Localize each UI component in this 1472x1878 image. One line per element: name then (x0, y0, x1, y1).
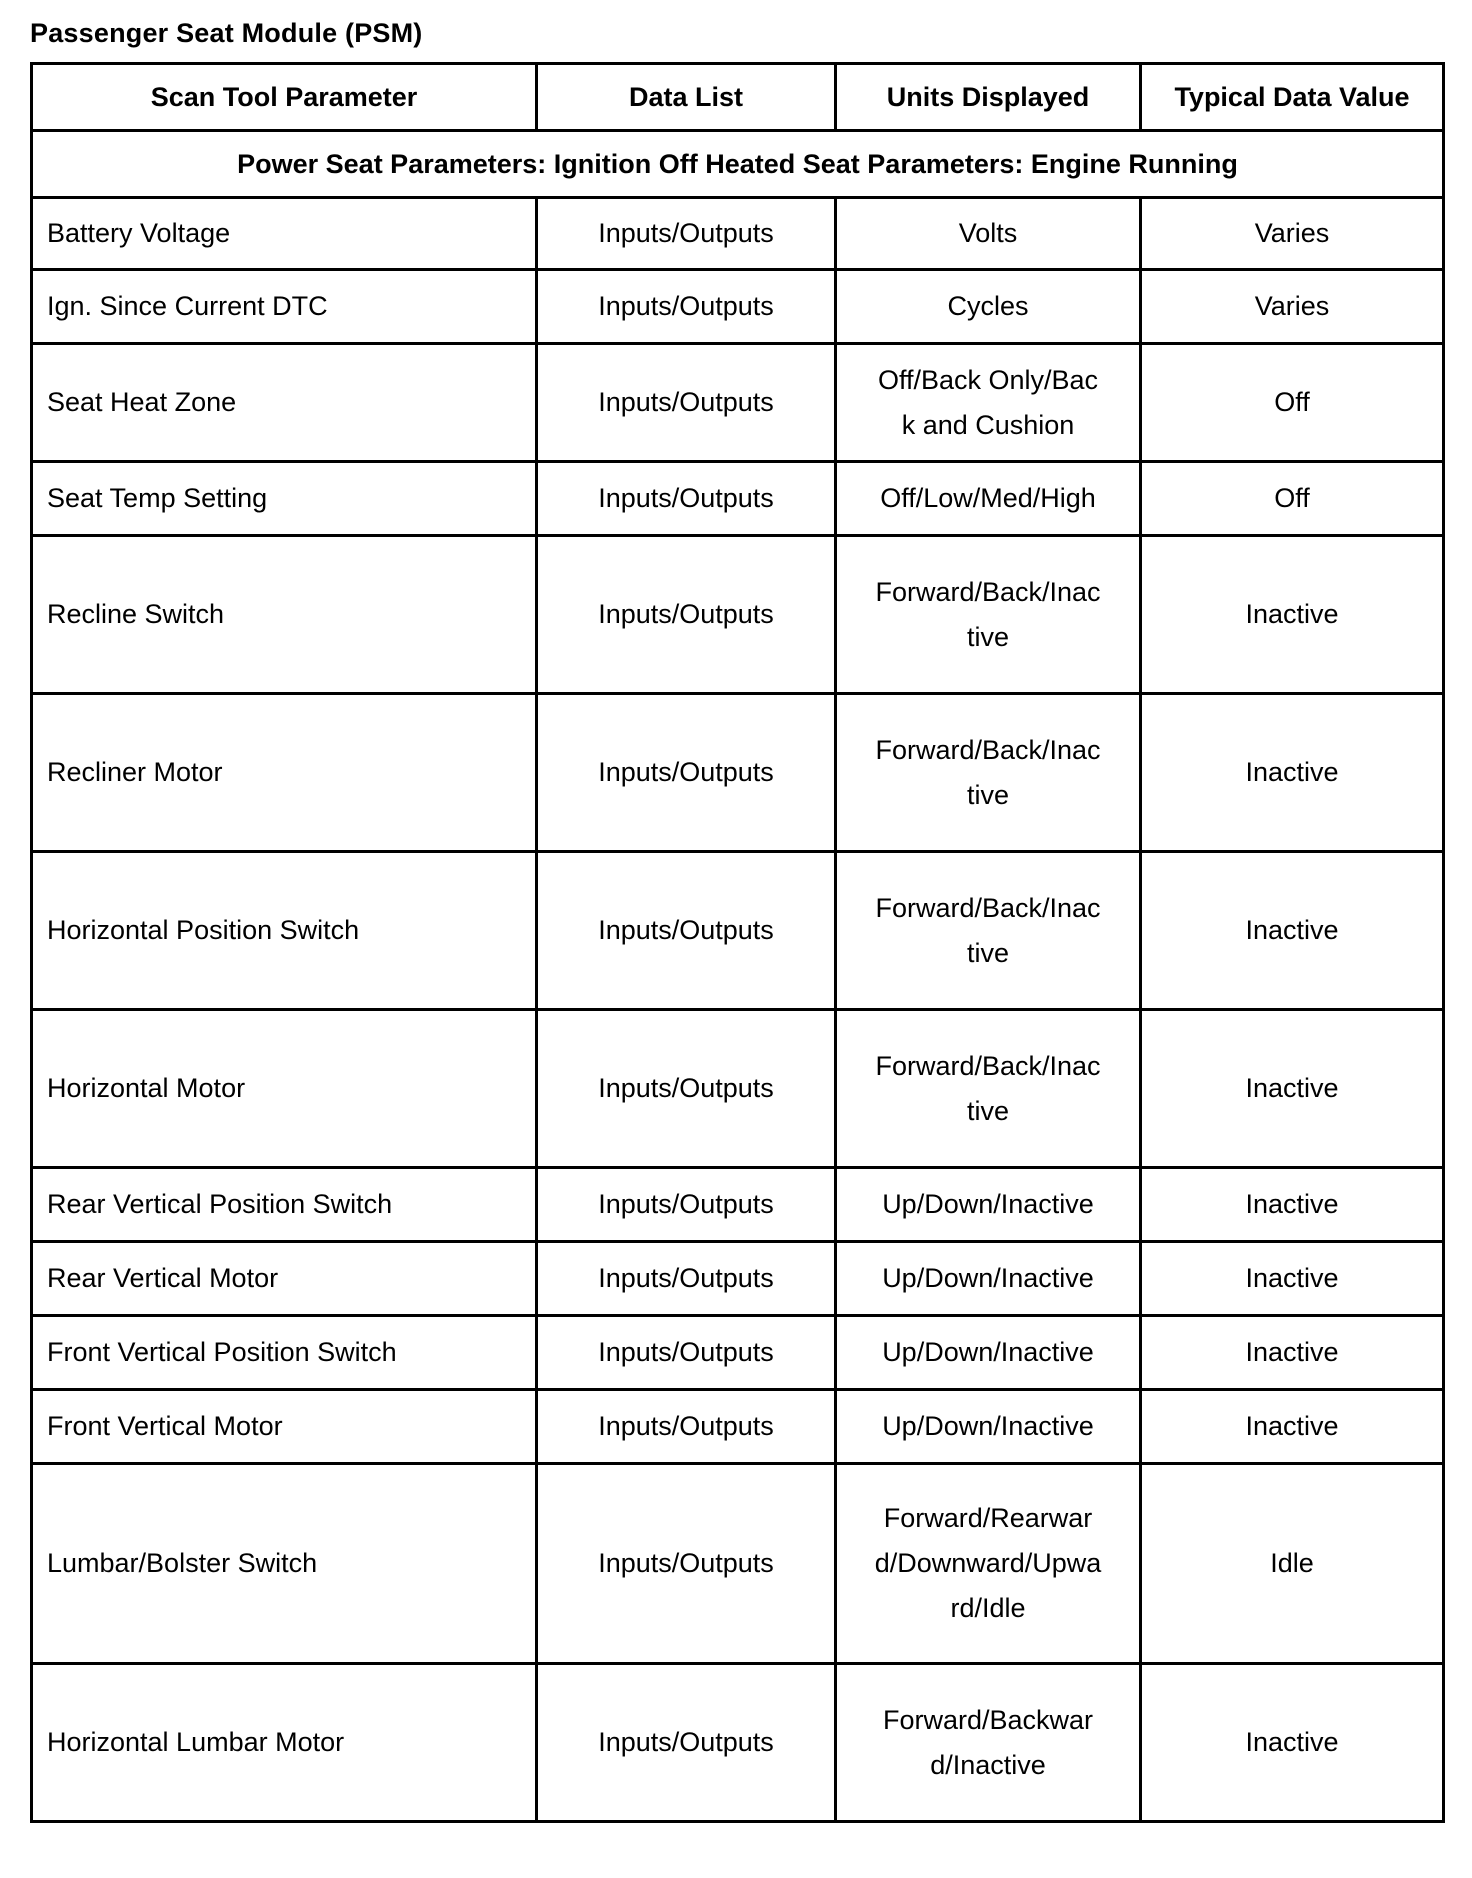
header-scan-tool-parameter: Scan Tool Parameter (32, 64, 537, 131)
section-label: Power Seat Parameters: Ignition Off Heated Seat Parameters: Engine Running (32, 131, 1444, 198)
data-list-cell: Inputs/Outputs (537, 198, 836, 270)
units-text: Off/Low/Med/High (880, 483, 1096, 513)
units-cell (836, 1242, 1141, 1316)
units-text: Off/Back Only/Back and Cushion (877, 364, 1099, 440)
parameter-cell: Horizontal Position Switch (32, 852, 537, 1010)
header-typical-data-value: Typical Data Value (1141, 64, 1444, 131)
units-cell (836, 1390, 1141, 1464)
data-list-cell: Inputs/Outputs (537, 1390, 836, 1464)
units-cell (836, 1464, 1141, 1664)
units-cell (836, 1664, 1141, 1822)
parameter-cell: Front Vertical Motor (32, 1390, 537, 1464)
units-cell (836, 694, 1141, 852)
table-row (32, 1242, 1444, 1316)
units-cell (836, 198, 1141, 270)
units-text: Forward/Back/Inactive (875, 734, 1101, 810)
data-list-cell: Inputs/Outputs (537, 536, 836, 694)
units-cell (836, 1316, 1141, 1390)
typical-value-cell: Inactive (1141, 1390, 1444, 1464)
table-row (32, 1464, 1444, 1664)
typical-value-cell: Inactive (1141, 1168, 1444, 1242)
units-text: Up/Down/Inactive (882, 1337, 1094, 1367)
typical-value-cell: Inactive (1141, 852, 1444, 1010)
table-row (32, 270, 1444, 344)
units-cell (836, 1168, 1141, 1242)
typical-value-cell: Inactive (1141, 694, 1444, 852)
table-row (32, 344, 1444, 462)
units-cell (836, 852, 1141, 1010)
units-text: Volts (958, 218, 1018, 248)
units-text: Forward/Rearward/Downward/Upward/Idle (874, 1503, 1102, 1623)
units-text: Forward/Back/Inactive (875, 1050, 1101, 1126)
units-text: Forward/Back/Inactive (875, 892, 1101, 968)
document-title: Passenger Seat Module (PSM) (30, 18, 423, 48)
data-list-cell: Inputs/Outputs (537, 1010, 836, 1168)
parameter-cell: Recliner Motor (32, 694, 537, 852)
parameter-cell: Front Vertical Position Switch (32, 1316, 537, 1390)
table-row (32, 694, 1444, 852)
typical-value-cell: Varies (1141, 198, 1444, 270)
psm-data-table (30, 62, 1445, 1823)
table-row (32, 1010, 1444, 1168)
table-row (32, 198, 1444, 270)
typical-value-cell: Inactive (1141, 1316, 1444, 1390)
data-list-cell: Inputs/Outputs (537, 462, 836, 536)
parameter-cell: Seat Temp Setting (32, 462, 537, 536)
typical-value-cell: Inactive (1141, 536, 1444, 694)
typical-value-cell: Inactive (1141, 1010, 1444, 1168)
typical-value-cell: Inactive (1141, 1664, 1444, 1822)
section-row (32, 131, 1444, 198)
parameter-cell: Recline Switch (32, 536, 537, 694)
units-cell (836, 536, 1141, 694)
header-row (32, 64, 1444, 131)
parameter-cell: Horizontal Motor (32, 1010, 537, 1168)
data-list-cell: Inputs/Outputs (537, 852, 836, 1010)
typical-value-cell: Idle (1141, 1464, 1444, 1664)
units-cell (836, 270, 1141, 344)
units-text: Cycles (947, 291, 1029, 321)
table-row (32, 536, 1444, 694)
units-cell (836, 1010, 1141, 1168)
parameter-cell: Rear Vertical Motor (32, 1242, 537, 1316)
units-text: Up/Down/Inactive (882, 1263, 1094, 1293)
parameter-cell: Horizontal Lumbar Motor (32, 1664, 537, 1822)
typical-value-cell: Off (1141, 344, 1444, 462)
typical-value-cell: Inactive (1141, 1242, 1444, 1316)
typical-value-cell: Off (1141, 462, 1444, 536)
parameter-cell: Lumbar/Bolster Switch (32, 1464, 537, 1664)
units-text: Forward/Backward/Inactive (882, 1704, 1094, 1780)
table-row (32, 1168, 1444, 1242)
data-list-cell: Inputs/Outputs (537, 694, 836, 852)
data-list-cell: Inputs/Outputs (537, 1464, 836, 1664)
parameter-cell: Battery Voltage (32, 198, 537, 270)
typical-value-cell: Varies (1141, 270, 1444, 344)
table-row (32, 462, 1444, 536)
units-cell (836, 462, 1141, 536)
parameter-cell: Seat Heat Zone (32, 344, 537, 462)
units-cell (836, 344, 1141, 462)
table-row (32, 1664, 1444, 1822)
units-text: Up/Down/Inactive (882, 1189, 1094, 1219)
data-list-cell: Inputs/Outputs (537, 1242, 836, 1316)
data-list-cell: Inputs/Outputs (537, 1664, 836, 1822)
data-list-cell: Inputs/Outputs (537, 1168, 836, 1242)
data-list-cell: Inputs/Outputs (537, 344, 836, 462)
parameter-cell: Ign. Since Current DTC (32, 270, 537, 344)
header-data-list: Data List (537, 64, 836, 131)
table-row (32, 1316, 1444, 1390)
data-list-cell: Inputs/Outputs (537, 270, 836, 344)
header-units-displayed: Units Displayed (836, 64, 1141, 131)
table-row (32, 852, 1444, 1010)
units-text: Up/Down/Inactive (882, 1411, 1094, 1441)
table-row (32, 1390, 1444, 1464)
data-list-cell: Inputs/Outputs (537, 1316, 836, 1390)
parameter-cell: Rear Vertical Position Switch (32, 1168, 537, 1242)
units-text: Forward/Back/Inactive (875, 576, 1101, 652)
